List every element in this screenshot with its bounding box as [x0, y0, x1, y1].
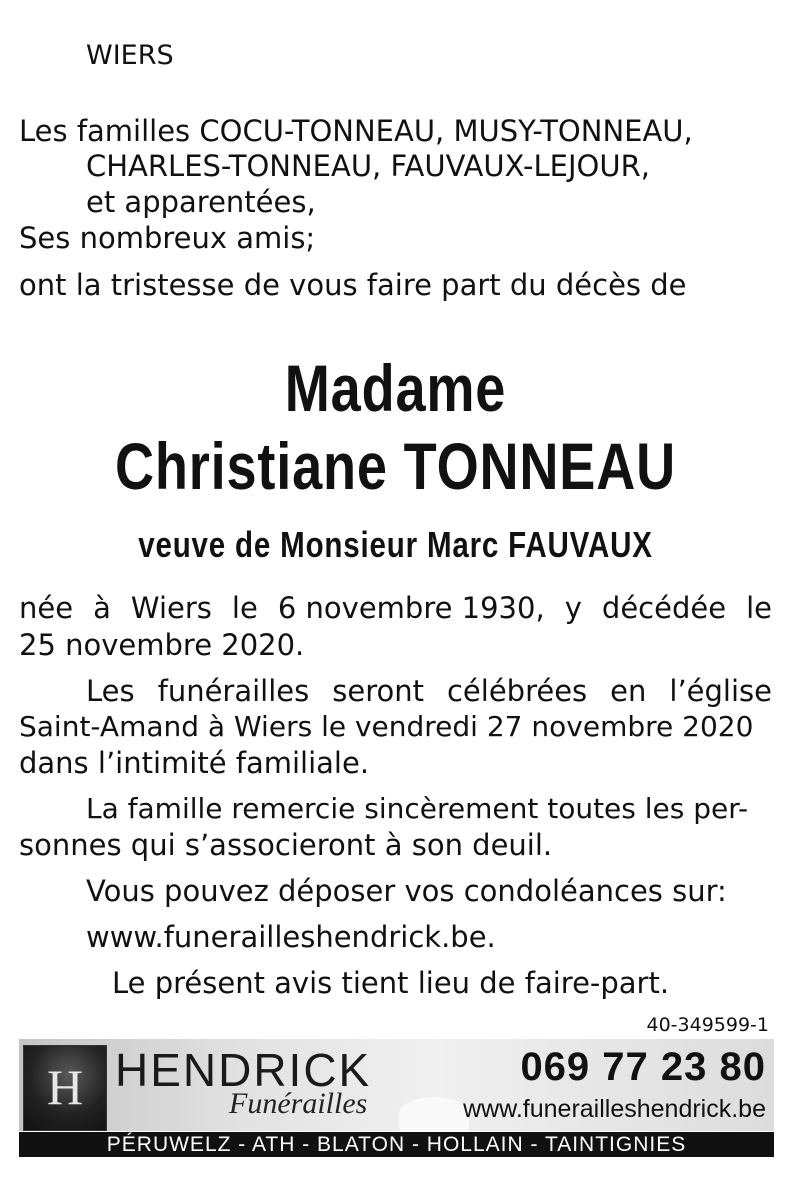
birth-word: Wiers — [130, 591, 212, 625]
closing-line: Le présent avis tient lieu de faire-part. — [112, 966, 670, 1000]
funeral-line-2: Saint-Amand à Wiers le vendredi 27 novembre 2020 — [19, 710, 754, 743]
birth-word: y — [564, 591, 582, 625]
announcement-line: ont la tristesse de vous faire part du décès de — [19, 268, 687, 302]
towns-bar: PÉRUWELZ - ATH - BLATON - HOLLAIN - TAINTIGNIES — [19, 1132, 774, 1157]
funeral-home-banner — [19, 1039, 774, 1157]
families-line-2: CHARLES-TONNEAU, FAUVAUX-LEJOUR, — [86, 149, 650, 183]
birth-word: à — [93, 591, 111, 625]
town-heading: WIERS — [86, 40, 174, 71]
friends-line: Ses nombreux amis; — [19, 221, 316, 255]
logo-icon — [23, 1045, 107, 1131]
birth-word: décédée — [601, 591, 727, 625]
funeral-word: l’église — [669, 674, 772, 708]
funeral-word: funérailles — [157, 674, 310, 708]
funeral-line-3: dans l’intimité familiale. — [19, 746, 370, 780]
reference-number: 40-349599-1 — [646, 1014, 769, 1036]
funeral-line-1 — [86, 674, 772, 708]
brand-subtitle: Funérailles — [229, 1087, 368, 1120]
condolences-line-1: Vous pouvez déposer vos condoléances sur: — [86, 874, 727, 908]
birth-line — [19, 591, 772, 625]
spouse-line: veuve de Monsieur Marc FAUVAUX — [138, 524, 653, 565]
birth-word: le — [231, 591, 258, 625]
thanks-line-2: sonnes qui s’associeront à son deuil. — [19, 828, 553, 862]
birth-word: le — [746, 591, 772, 625]
funeral-word: célébrées — [446, 674, 588, 708]
decorative-shape — [399, 1097, 469, 1131]
birth-word: 6 novembre 1930, — [277, 591, 545, 625]
families-line-3: et apparentées, — [86, 185, 316, 219]
funeral-word: seront — [332, 674, 424, 708]
birth-word: née — [19, 591, 74, 625]
deceased-title: Madame — [284, 351, 507, 425]
banner-website: www.funerailleshendrick.be — [463, 1095, 766, 1123]
logo-letter: H — [46, 1059, 84, 1115]
deceased-name: Christiane TONNEAU — [114, 429, 677, 503]
families-line-1: Les familles COCU-TONNEAU, MUSY-TONNEAU, — [19, 114, 693, 148]
condolences-website: www.funerailleshendrick.be. — [86, 920, 496, 954]
funeral-word: Les — [86, 674, 135, 708]
brand-name: HENDRICK — [115, 1044, 372, 1096]
funeral-word: en — [610, 674, 647, 708]
phone-number: 069 77 23 80 — [520, 1045, 766, 1089]
thanks-line-1: La famille remercie sincèrement toutes les per- — [86, 792, 749, 825]
death-date-line: 25 novembre 2020. — [19, 628, 305, 662]
